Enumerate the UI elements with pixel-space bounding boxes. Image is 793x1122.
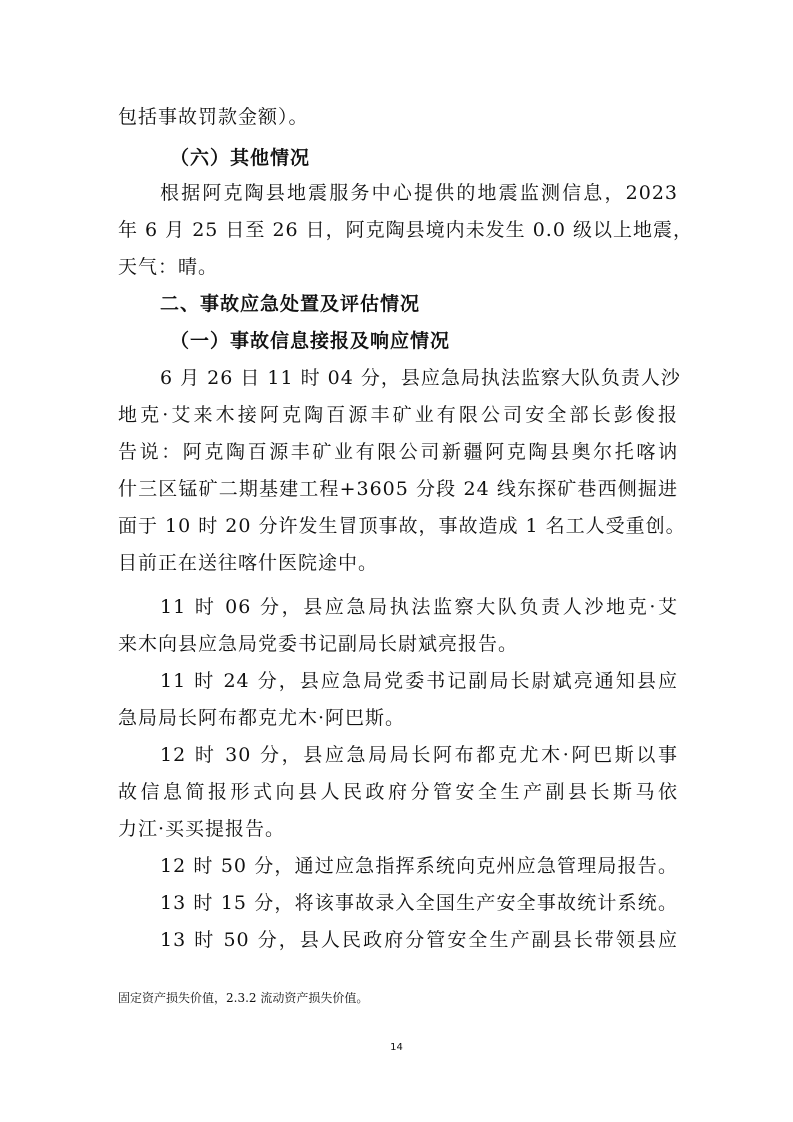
paragraph-line: 目前正在送往喀什医院途中。 [118,552,379,574]
paragraph-line: 13 时 15 分，将该事故录入全国生产安全事故统计系统。 [160,892,678,914]
paragraph-line: 13 时 50 分，县人民政府分管安全生产副县长带领县应 [160,929,678,951]
section-subheading: （一）事故信息接报及响应情况 [170,330,451,352]
paragraph-line: 力江·买买提报告。 [118,818,286,840]
paragraph-line: 告说：阿克陶百源丰矿业有限公司新疆阿克陶县奥尔托喀讷 [118,441,678,463]
paragraph-line: 面于 10 时 20 分许发生冒顶事故，事故造成 1 名工人受重创。 [118,515,686,537]
paragraph-line: 包括事故罚款金额）。 [118,106,309,128]
paragraph-line: 11 时 06 分，县应急局执法监察大队负责人沙地克·艾 [160,596,678,618]
footnote: 固定资产损失价值，2.3.2 流动资产损失价值。 [118,991,369,1005]
paragraph-line: 急局局长阿布都克尤木·阿巴斯。 [118,707,406,729]
paragraph-line: 11 时 24 分，县应急局党委书记副局长尉斌亮通知县应 [160,670,678,692]
paragraph-line: 年 6 月 25 日至 26 日，阿克陶县境内未发生 0.0 级以上地震， [118,219,693,241]
paragraph-line: 天气：晴。 [118,256,219,278]
paragraph-line: 来木向县应急局党委书记副局长尉斌亮报告。 [118,633,519,655]
paragraph-line: 什三区锰矿二期基建工程+3605 分段 24 线东探矿巷西侧掘进 [118,478,678,500]
paragraph-line: 12 时 50 分，通过应急指挥系统向克州应急管理局报告。 [160,855,678,877]
page-number: 14 [390,1042,403,1053]
paragraph-line: 地克·艾来木接阿克陶百源丰矿业有限公司安全部长彭俊报 [118,404,678,426]
paragraph-line: 根据阿克陶县地震服务中心提供的地震监测信息，2023 [160,182,678,204]
paragraph-line: 12 时 30 分，县应急局局长阿布都克尤木·阿巴斯以事 [160,744,678,766]
section-subheading: （六）其他情况 [170,147,311,169]
paragraph-line: 故信息简报形式向县人民政府分管安全生产副县长斯马依 [118,781,678,803]
section-heading: 二、事故应急处置及评估情况 [160,293,421,315]
paragraph-line: 6 月 26 日 11 时 04 分，县应急局执法监察大队负责人沙 [160,367,681,389]
